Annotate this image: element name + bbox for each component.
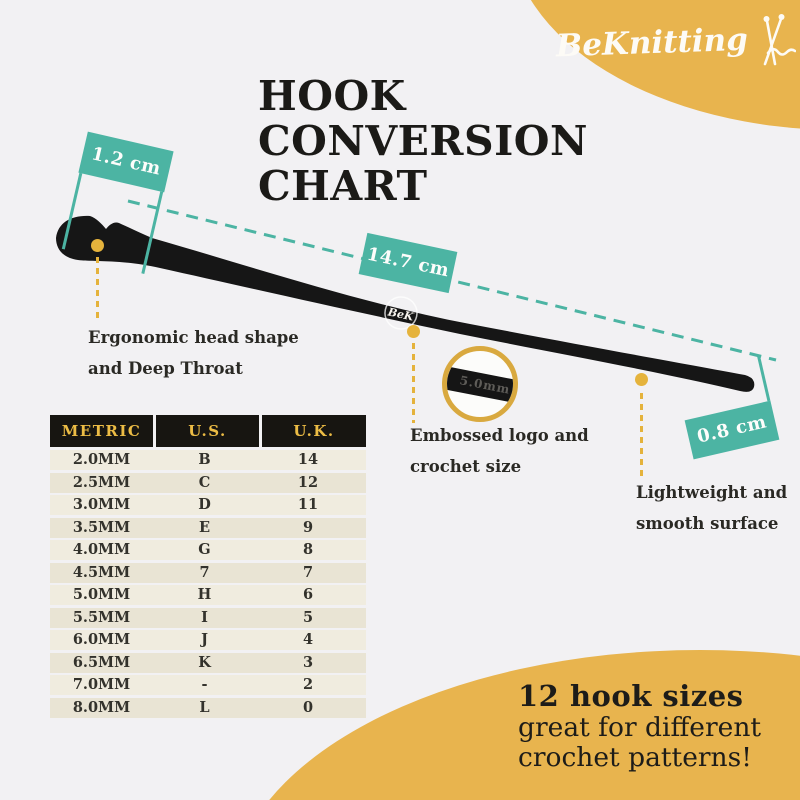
table-row xyxy=(50,675,366,695)
magnified-hook-section xyxy=(442,365,518,406)
table-cell-metric: 4.5MM xyxy=(72,563,131,581)
table-header-metric: METRIC xyxy=(50,415,153,447)
table-cell-metric: 2.5MM xyxy=(72,473,131,491)
callout-embossed-logo xyxy=(410,420,589,482)
table-cell-uk: 4 xyxy=(302,631,314,648)
table-cell-metric: 7.0MM xyxy=(72,676,131,693)
table-cell-metric: 2.0MM xyxy=(72,451,131,468)
table-cell-metric: 6.5MM xyxy=(72,653,131,671)
callout-text: crochet size xyxy=(410,457,522,476)
table-cell-metric: 3.5MM xyxy=(72,518,131,536)
table-body xyxy=(50,450,366,718)
embossed-logo-text: BeK xyxy=(386,305,415,324)
table-header-us: U.S. xyxy=(156,415,259,447)
callout-text: Ergonomic head shape xyxy=(88,328,299,347)
magnifier-circle xyxy=(442,346,518,422)
table-row xyxy=(50,585,366,605)
callout-head-shape xyxy=(88,322,299,384)
table-cell-uk: 14 xyxy=(297,451,319,468)
table-cell-us: L xyxy=(199,698,210,716)
magnified-size-label: 5.0mm xyxy=(458,373,512,397)
table-cell-us: 7 xyxy=(199,563,210,581)
pointer-dot xyxy=(91,239,104,252)
table-row xyxy=(50,563,366,583)
pointer-dashed-line xyxy=(96,257,99,323)
table-row xyxy=(50,653,366,673)
table-cell-us: I xyxy=(201,608,208,626)
table-row xyxy=(50,450,366,470)
table-row xyxy=(50,473,366,493)
table-cell-us: D xyxy=(198,496,211,513)
table-cell-uk: 2 xyxy=(302,676,314,693)
table-cell-uk: 3 xyxy=(302,653,314,671)
table-row xyxy=(50,608,366,628)
footer-headline: 12 hook sizes xyxy=(518,679,744,713)
table-cell-us: B xyxy=(198,451,211,468)
table-cell-uk: 11 xyxy=(297,496,319,513)
table-cell-metric: 4.0MM xyxy=(72,541,131,558)
conversion-table xyxy=(50,415,366,720)
table-header-row xyxy=(50,415,366,447)
table-row xyxy=(50,540,366,560)
page-title-line: CHART xyxy=(258,162,428,210)
callout-surface xyxy=(636,477,787,539)
table-cell-uk: 9 xyxy=(302,518,314,536)
footer-line: crochet patterns! xyxy=(518,742,752,773)
brand-logo-text: BeKnitting xyxy=(555,21,749,65)
callout-text: and Deep Throat xyxy=(88,359,243,378)
table-cell-uk: 6 xyxy=(302,586,314,603)
pointer-dot xyxy=(635,373,648,386)
pointer-dashed-line xyxy=(640,393,643,477)
table-cell-metric: 6.0MM xyxy=(72,631,131,648)
table-cell-uk: 12 xyxy=(297,473,319,491)
pointer-dashed-line xyxy=(412,343,415,423)
table-header-uk: U.K. xyxy=(262,415,366,447)
footer-line: great for different xyxy=(518,712,762,743)
callout-text: smooth surface xyxy=(636,514,779,533)
table-cell-us: E xyxy=(198,518,211,536)
table-cell-us: H xyxy=(197,586,212,603)
pointer-dot xyxy=(407,325,420,338)
table-cell-metric: 3.0MM xyxy=(72,496,131,513)
callout-text: Embossed logo and xyxy=(410,426,589,445)
callout-text: Lightweight and xyxy=(636,483,788,502)
footer-text-block xyxy=(518,680,761,773)
page-title-line: HOOK xyxy=(258,72,406,120)
page-title-line: CONVERSION xyxy=(258,117,588,165)
table-cell-uk: 7 xyxy=(302,563,314,581)
length-label: 14.7 cm xyxy=(365,243,452,282)
table-cell-us: G xyxy=(198,541,211,558)
table-cell-us: C xyxy=(198,473,211,491)
table-row xyxy=(50,518,366,538)
table-cell-metric: 5.0MM xyxy=(72,586,131,603)
table-cell-uk: 0 xyxy=(302,698,314,716)
table-row xyxy=(50,698,366,718)
table-cell-metric: 5.5MM xyxy=(72,608,131,626)
table-row xyxy=(50,630,366,650)
table-cell-uk: 8 xyxy=(302,541,314,558)
head-width-label: 1.2 cm xyxy=(89,143,163,180)
table-cell-us: J xyxy=(201,631,208,648)
table-cell-metric: 8.0MM xyxy=(72,698,131,716)
tip-diameter-label: 0.8 cm xyxy=(695,411,769,448)
table-row xyxy=(50,495,366,515)
table-cell-us: - xyxy=(201,676,208,693)
table-cell-uk: 5 xyxy=(302,608,314,626)
table-cell-us: K xyxy=(198,653,211,671)
